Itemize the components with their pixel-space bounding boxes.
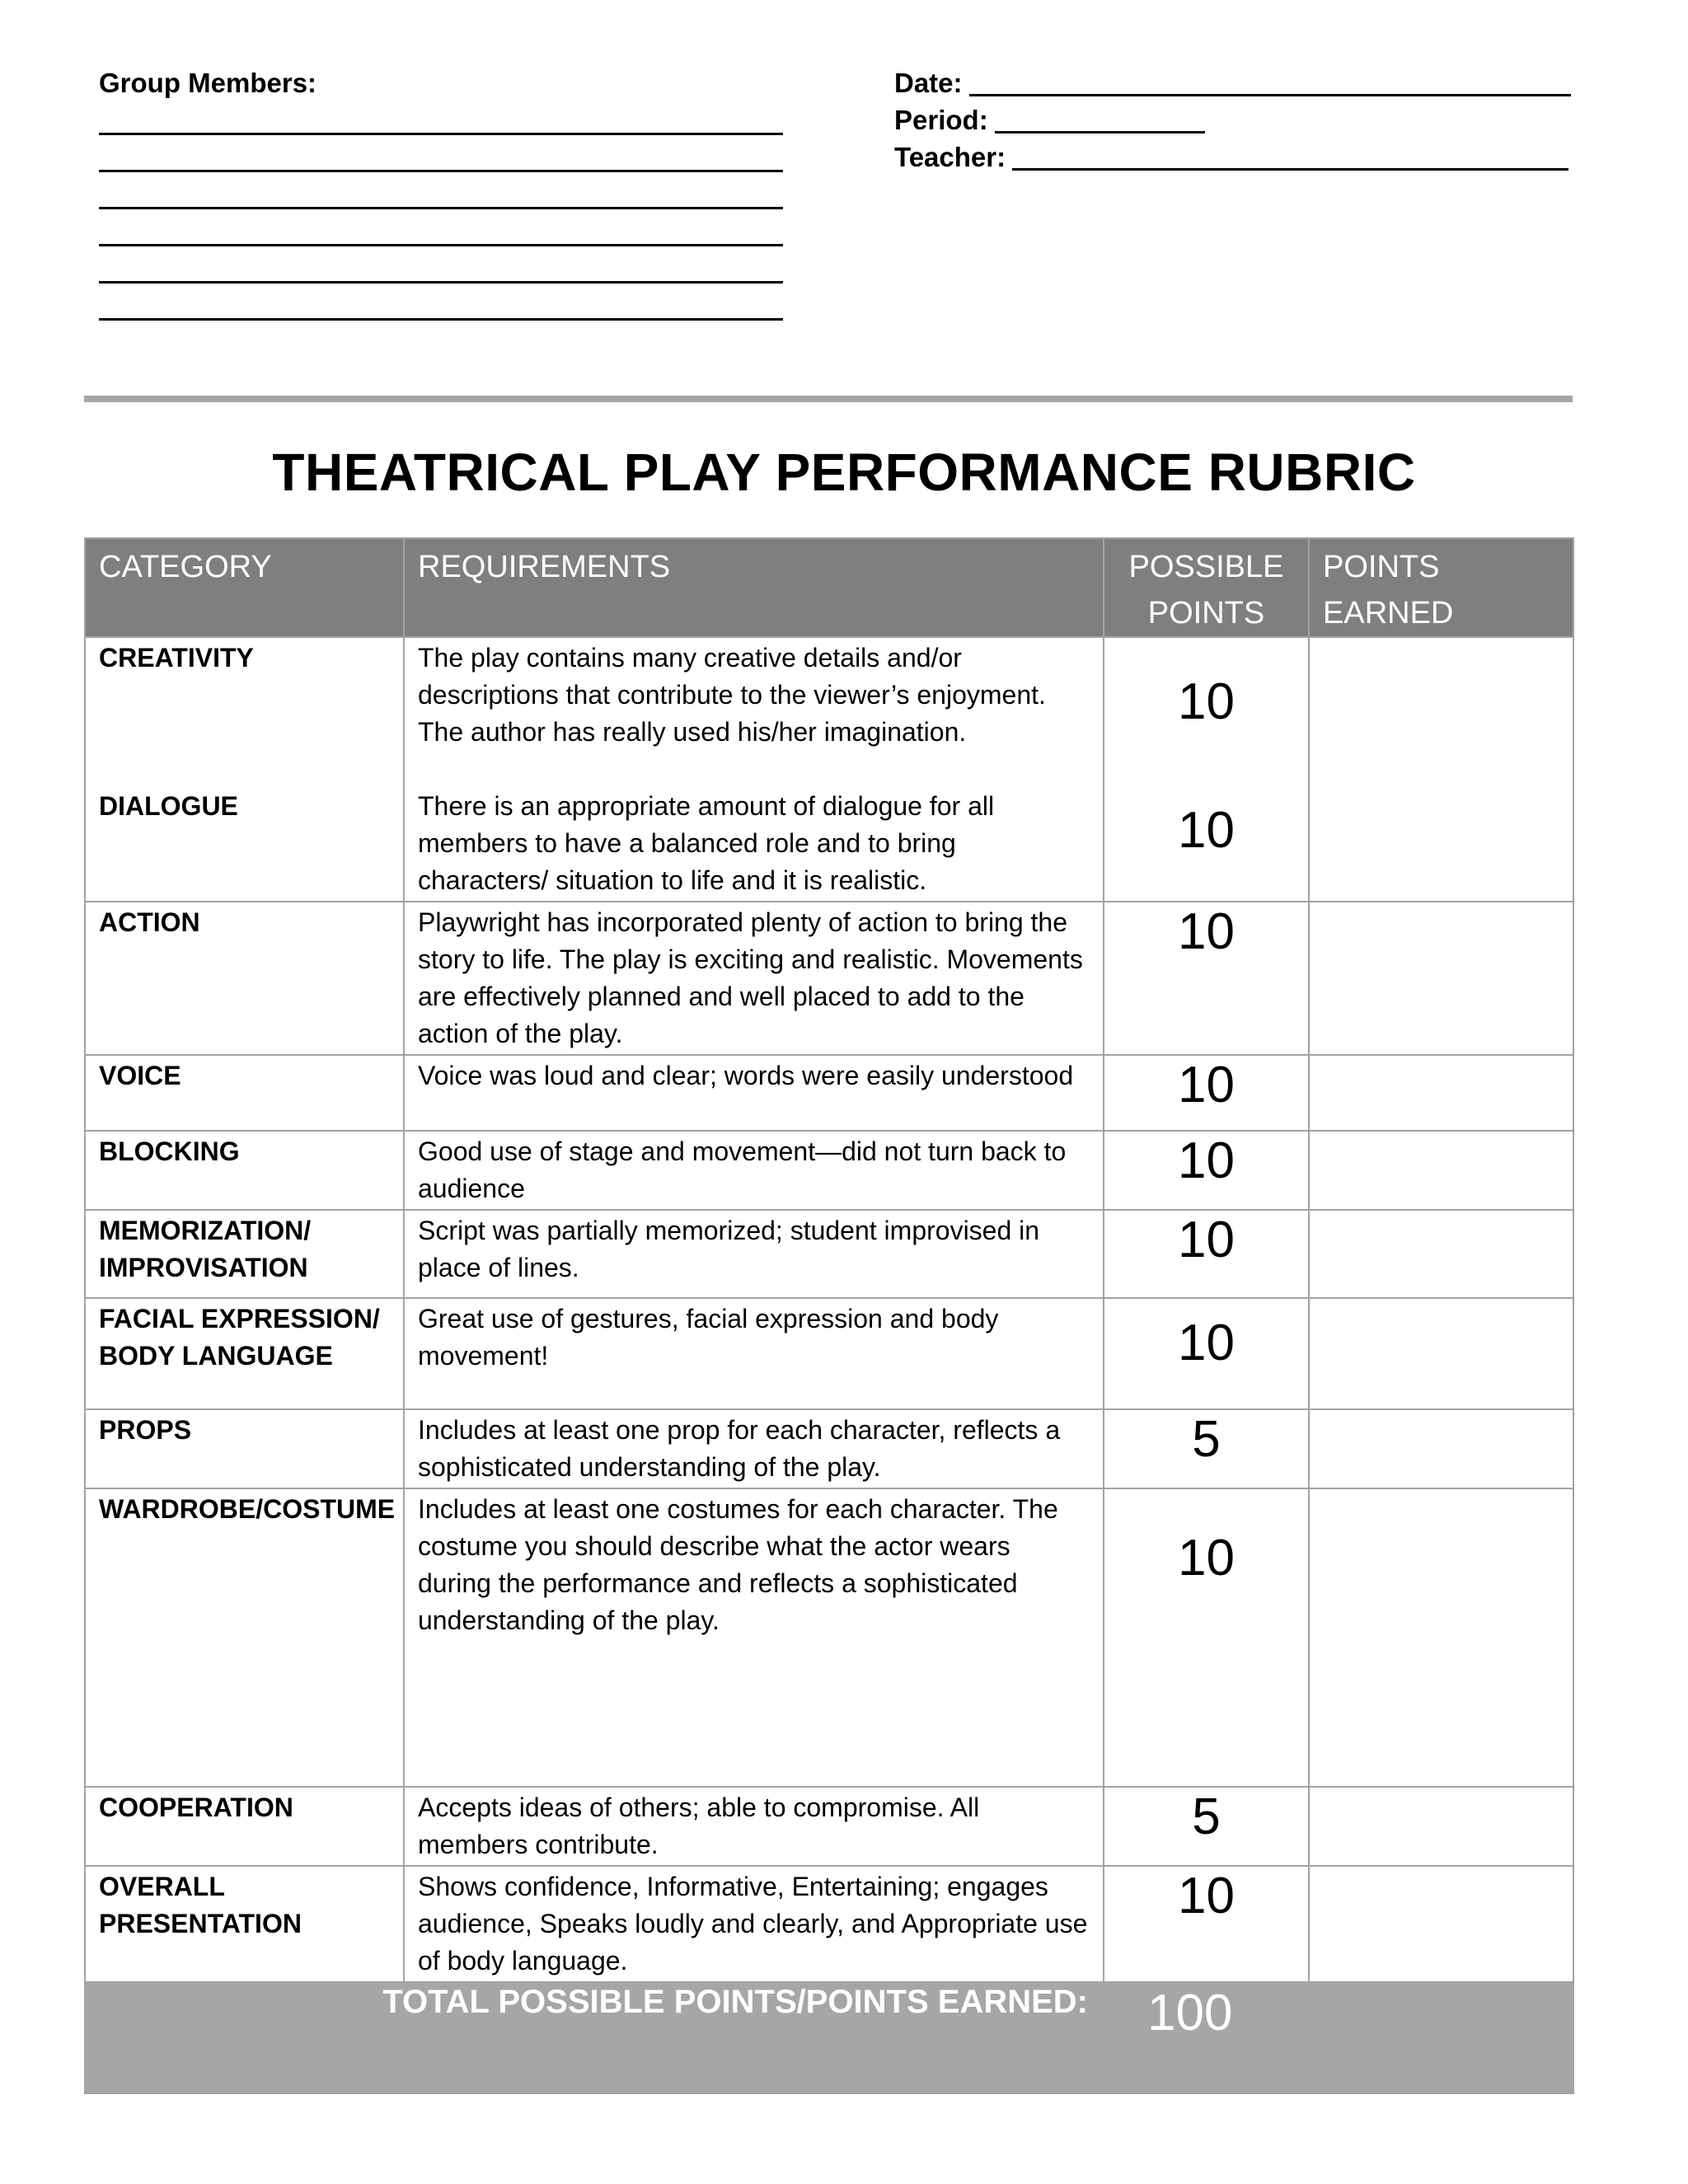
category-cell: BLOCKING	[85, 1131, 404, 1210]
category-cell: PROPS	[85, 1409, 404, 1488]
total-row	[85, 1982, 1573, 2093]
possible-points-cell: 10	[1104, 1131, 1309, 1210]
period-field[interactable]	[995, 131, 1205, 134]
date-row	[894, 64, 1587, 101]
category-cell: ACTION	[85, 902, 404, 1055]
table-row	[85, 1055, 1573, 1131]
requirements-cell: Voice was loud and clear; words were easily understood	[404, 1055, 1104, 1131]
requirements-creativity: The play contains many creative details and/or descriptions that contribute to the viewer’s enjoyment. The author has really used his/her imagination.	[418, 643, 1046, 747]
points-earned-field[interactable]	[1309, 1055, 1573, 1131]
group-member-field[interactable]	[99, 138, 783, 176]
requirements-cell: Great use of gestures, facial expression and body movement!	[404, 1298, 1104, 1409]
category-cell: OVERALL PRESENTATION	[85, 1866, 404, 1982]
rubric-table	[84, 537, 1574, 2094]
category-cell: VOICE	[85, 1055, 404, 1131]
points-earned-field[interactable]	[1309, 1131, 1573, 1210]
table-row	[85, 1298, 1573, 1409]
requirements-cell: Playwright has incorporated plenty of action to bring the story to life. The play is exciting and realistic. Movements are effectively planned and well placed to add to the action of the play.	[404, 902, 1104, 1055]
points-earned-field[interactable]	[1309, 1210, 1573, 1298]
possible-points-cell: 10	[1104, 1055, 1309, 1131]
requirements-cell: Accepts ideas of others; able to compromise. All members contribute.	[404, 1787, 1104, 1866]
possible-points-cell: 10	[1104, 1298, 1309, 1409]
possible-points-cell: 10	[1104, 902, 1309, 1055]
period-row	[894, 101, 1587, 138]
possible-points-cell	[1104, 637, 1309, 902]
total-value: 100	[1104, 1982, 1573, 2093]
group-member-field[interactable]	[99, 176, 783, 213]
table-header-row	[85, 538, 1573, 637]
group-member-field[interactable]	[99, 213, 783, 250]
requirements-cell: Script was partially memorized; student improvised in place of lines.	[404, 1210, 1104, 1298]
points-earned-field[interactable]	[1309, 1298, 1573, 1409]
category-creativity: CREATIVITY	[99, 643, 254, 673]
header-points-earned: POINTS EARNED	[1309, 538, 1573, 637]
date-field[interactable]	[969, 94, 1571, 96]
group-members-section	[99, 64, 783, 324]
requirements-cell: Good use of stage and movement—did not turn back to audience	[404, 1131, 1104, 1210]
points-earned-field[interactable]	[1309, 1409, 1573, 1488]
header-requirements: REQUIREMENTS	[404, 538, 1104, 637]
table-row	[85, 1409, 1573, 1488]
group-member-field[interactable]	[99, 287, 783, 324]
points-earned-field[interactable]	[1309, 1488, 1573, 1787]
table-row	[85, 637, 1573, 902]
category-cell: FACIAL EXPRESSION/ BODY LANGUAGE	[85, 1298, 404, 1409]
assignment-info-section	[894, 64, 1587, 176]
group-member-field[interactable]	[99, 250, 783, 287]
points-earned-field[interactable]	[1309, 637, 1573, 902]
category-cell: WARDROBE/COSTUME	[85, 1488, 404, 1787]
possible-points-cell: 10	[1104, 1210, 1309, 1298]
possible-points-cell: 5	[1104, 1787, 1309, 1866]
points-earned-field[interactable]	[1309, 902, 1573, 1055]
period-label: Period:	[894, 105, 988, 135]
possible-points-dialogue: 10	[1178, 802, 1235, 859]
requirements-cell: Includes at least one prop for each character, reflects a sophisticated understanding of the play.	[404, 1409, 1104, 1488]
group-member-field[interactable]	[99, 101, 783, 138]
points-earned-field[interactable]	[1309, 1866, 1573, 1982]
teacher-row	[894, 138, 1587, 176]
date-label: Date:	[894, 68, 963, 98]
requirements-dialogue: There is an appropriate amount of dialogue for all members to have a balanced role and to bring characters/ situation to life and it is realistic.	[418, 791, 995, 895]
category-cell: COOPERATION	[85, 1787, 404, 1866]
possible-points-cell: 5	[1104, 1409, 1309, 1488]
possible-points-creativity: 10	[1178, 673, 1235, 730]
table-row	[85, 1787, 1573, 1866]
category-cell: MEMORIZATION/ IMPROVISATION	[85, 1210, 404, 1298]
requirements-cell	[404, 637, 1104, 902]
table-row	[85, 1866, 1573, 1982]
total-label: TOTAL POSSIBLE POINTS/POINTS EARNED:	[85, 1982, 1104, 2093]
group-members-label: Group Members:	[99, 68, 317, 98]
requirements-cell: Includes at least one costumes for each character. The costume you should describe what the actor wears during the performance and reflects a sophisticated understanding of the play.	[404, 1488, 1104, 1787]
table-row	[85, 1210, 1573, 1298]
table-row	[85, 1488, 1573, 1787]
table-row	[85, 902, 1573, 1055]
teacher-field[interactable]	[1012, 168, 1568, 171]
table-row	[85, 1131, 1573, 1210]
page-title: THEATRICAL PLAY PERFORMANCE RUBRIC	[272, 443, 1416, 502]
requirements-cell: Shows confidence, Informative, Entertaining; engages audience, Speaks loudly and clearly, and Appropriate use of body language.	[404, 1866, 1104, 1982]
header-category: CATEGORY	[85, 538, 404, 637]
header-possible-points: POSSIBLE POINTS	[1104, 538, 1309, 637]
section-divider	[84, 396, 1573, 402]
teacher-label: Teacher:	[894, 142, 1006, 172]
category-cell	[85, 637, 404, 902]
points-earned-field[interactable]	[1309, 1787, 1573, 1866]
possible-points-cell: 10	[1104, 1866, 1309, 1982]
category-dialogue: DIALOGUE	[99, 791, 238, 821]
possible-points-cell: 10	[1104, 1488, 1309, 1787]
